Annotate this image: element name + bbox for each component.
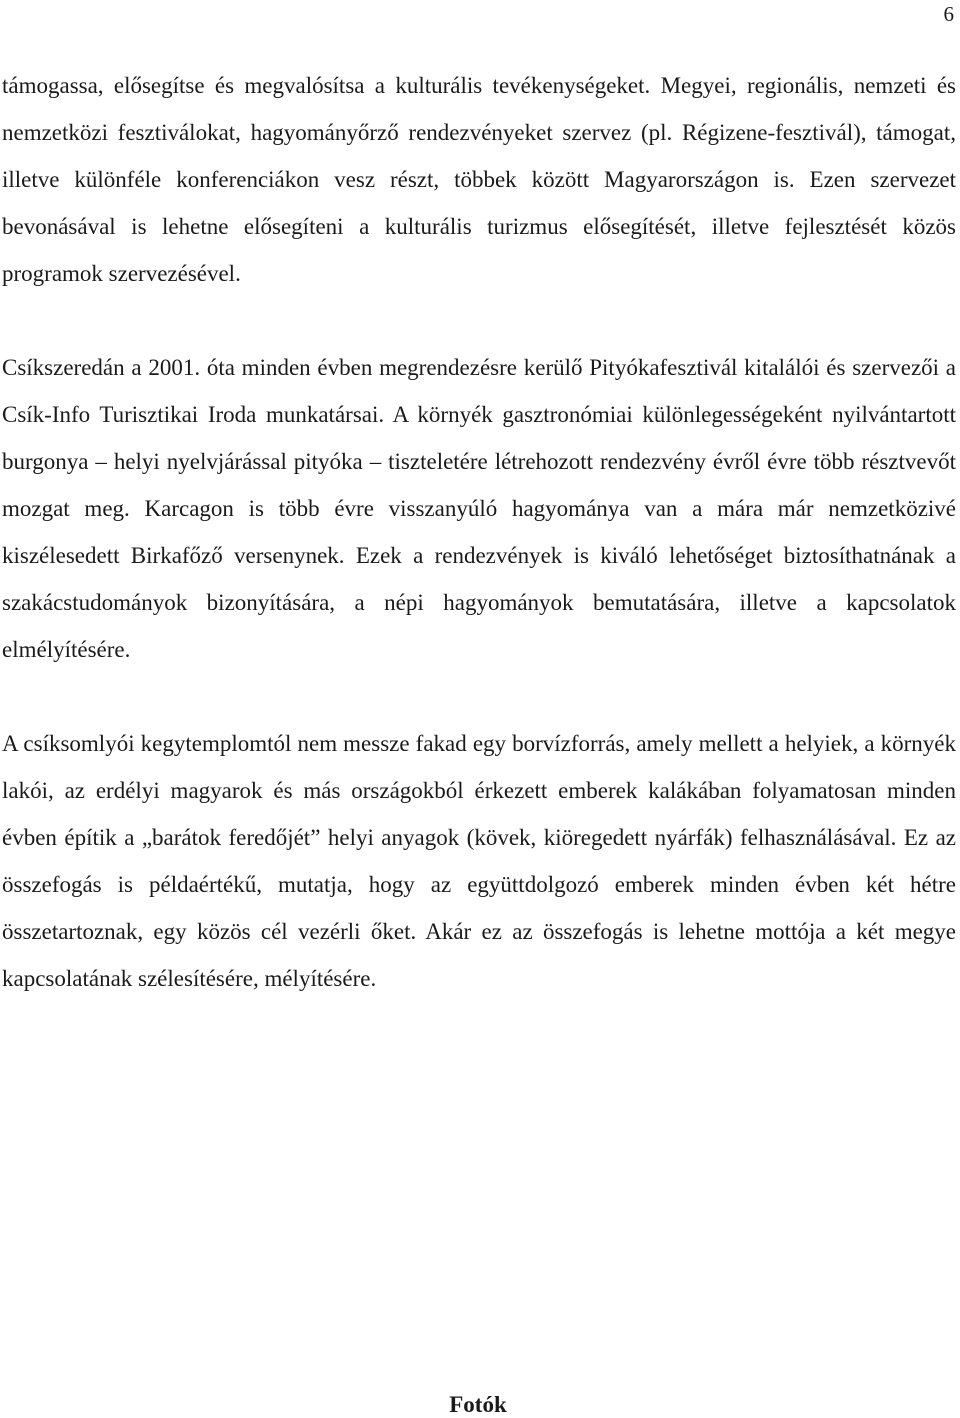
section-heading-photos: Fotók bbox=[449, 1392, 507, 1417]
paragraph-festivals: Csíkszeredán a 2001. óta minden évben megrendezésre kerülő Pityókafesztivál kitalálói és szervezői a Csík-Info Turisztikai Iroda munkatársai. A környék gasztronómiai különlegességeként nyilvántartott burgonya – helyi nyelvjárással pityóka – tiszteletére létrehozott rendezvény évről évre több résztvevőt mozgat meg. Karcagon is több évre visszanyúló hagyománya van a mára már nemzetközivé kiszélesedett Birkafőző versenynek. Ezek a rendezvények is kiváló lehetőséget biztosíthatnának a szakácstudományok bizonyítására, a népi hagyományok bemutatására, illetve a kapcsolatok elmélyítésére. bbox=[2, 355, 956, 662]
paragraph-cultural-organization: támogassa, elősegítse és megvalósítsa a kulturális tevékenységeket. Megyei, regionális, nemzeti és nemzetközi fesztiválokat, hagyományőrző rendezvényeket szervez (pl. Régizene-fesztivál), támogat, illetve különféle konferenciákon vesz részt, többek között Magyarországon is. Ezen szervezet bevonásával is lehetne elősegíteni a kulturális turizmus elősegítését, illetve fejlesztését közös programok szervezésével. bbox=[2, 73, 956, 286]
paragraph-spring-cooperation: A csíksomlyói kegytemplomtól nem messze fakad egy borvízforrás, amely mellett a helyiek, a környék lakói, az erdélyi magyarok és más országokból érkezett emberek kalákában folyamatosan minden évben építik a „barátok feredőjét” helyi anyagok (kövek, kiöregedett nyárfák) felhasználásával. Ez az összefogás is példaértékű, mutatja, hogy az együttdolgozó emberek minden évben két hétre összetartoznak, egy közös cél vezérli őket. Akár ez az összefogás is lehetne mottója a két megye kapcsolatának szélesítésére, mélyítésére. bbox=[2, 731, 956, 991]
page-number: 6 bbox=[943, 2, 954, 26]
document-body bbox=[2, 62, 956, 1002]
